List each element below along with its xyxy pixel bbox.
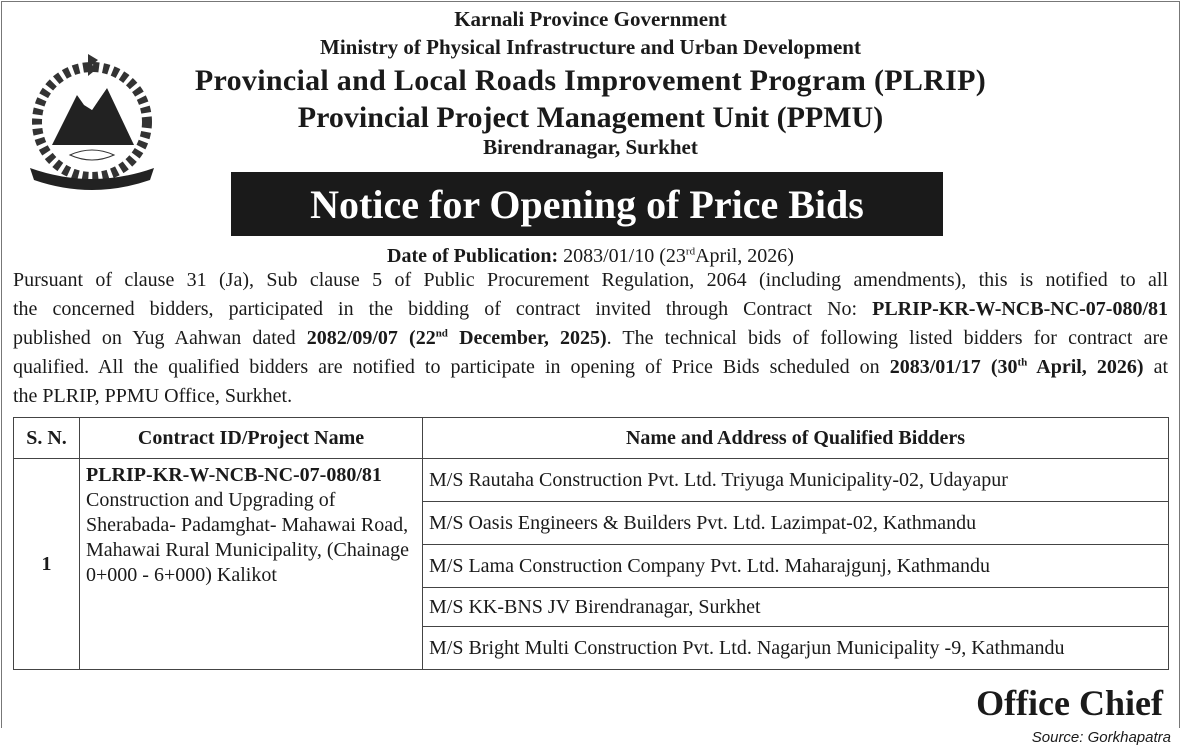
publication-label: Date of Publication: (387, 245, 559, 267)
text: published on Yug Aahwan dated (13, 327, 296, 349)
paragraph-line (13, 324, 1168, 353)
paragraph-line: the PLRIP, PPMU Office, Surkhet. (13, 385, 293, 407)
table-row (14, 459, 1169, 502)
bidder: M/S Bright Multi Construction Pvt. Ltd. Nagarjun Municipality -9, Kathmandu (423, 627, 1169, 670)
price-bid-date (890, 356, 1144, 378)
notice-paragraph (13, 266, 1168, 411)
publication-date (0, 245, 1181, 268)
bidder: M/S Rautaha Construction Pvt. Ltd. Triyuga Municipality-02, Udayapur (423, 459, 1169, 502)
paragraph-line (13, 353, 1168, 382)
serial-number: 1 (14, 459, 80, 670)
table-header-row (14, 418, 1169, 459)
publication-date-end: April, 2026) (695, 245, 794, 267)
text: December, 2025) (459, 327, 607, 349)
publication-date-sup: rd (685, 245, 696, 258)
text: at (1153, 356, 1169, 378)
contract-cell (80, 459, 423, 670)
unit-name: Provincial Project Management Unit (PPMU) (297, 101, 884, 134)
qualified-bidders-table (13, 417, 1169, 670)
header-bidders: Name and Address of Qualified Bidders (423, 418, 1169, 459)
paragraph-line (13, 295, 1168, 324)
published-date (307, 327, 607, 349)
header-contract: Contract ID/Project Name (80, 418, 423, 459)
project-name: Construction and Upgrading of Sherabada- Padamghat- Mahawai Road, Mahawai Rural Municipality, (Chainage 0+000 - 6+000) Kalikot (86, 489, 410, 586)
source-credit: Source: Gorkhapatra (1031, 729, 1171, 746)
contract-id: PLRIP-KR-W-NCB-NC-07-080/81 (86, 464, 382, 486)
text: 2082/09/07 (22 (306, 327, 436, 349)
text: . The technical bids of following listed bidders for contract are (606, 327, 1169, 349)
bidder: M/S Oasis Engineers & Builders Pvt. Ltd. Lazimpat-02, Kathmandu (423, 502, 1169, 545)
text: qualified. All the qualified bidders are notified to participate in opening of Price Bids scheduled on (13, 356, 880, 378)
notice-title-text: Notice for Opening of Price Bids (310, 181, 864, 227)
text: the concerned bidders, participated in the bidding of contract invited through Contract No: (13, 298, 858, 320)
bidder: M/S Lama Construction Company Pvt. Ltd. Maharajgunj, Kathmandu (423, 545, 1169, 588)
text: April, 2026) (1036, 356, 1144, 378)
notice-title (231, 172, 943, 236)
ministry-name: Ministry of Physical Infrastructure and Urban Development (320, 35, 861, 59)
sup: th (1017, 356, 1028, 369)
province-government: Karnali Province Government (454, 7, 727, 31)
bidder: M/S KK-BNS JV Birendranagar, Surkhet (423, 588, 1169, 627)
paragraph-line: Pursuant of clause 31 (Ja), Sub clause 5 of Public Procurement Regulation, 2064 (including amendments), this is notified to all (13, 269, 1168, 291)
sup: nd (435, 327, 448, 340)
office-chief-signature: Office Chief (976, 683, 1163, 723)
header-sn: S. N. (14, 418, 80, 459)
contract-number: PLRIP-KR-W-NCB-NC-07-080/81 (872, 298, 1169, 320)
text: 2083/01/17 (30 (889, 356, 1018, 378)
office-location: Birendranagar, Surkhet (483, 135, 698, 159)
program-name: Provincial and Local Roads Improvement Program (PLRIP) (194, 64, 987, 97)
publication-date-value: 2083/01/10 (23 (563, 245, 686, 267)
